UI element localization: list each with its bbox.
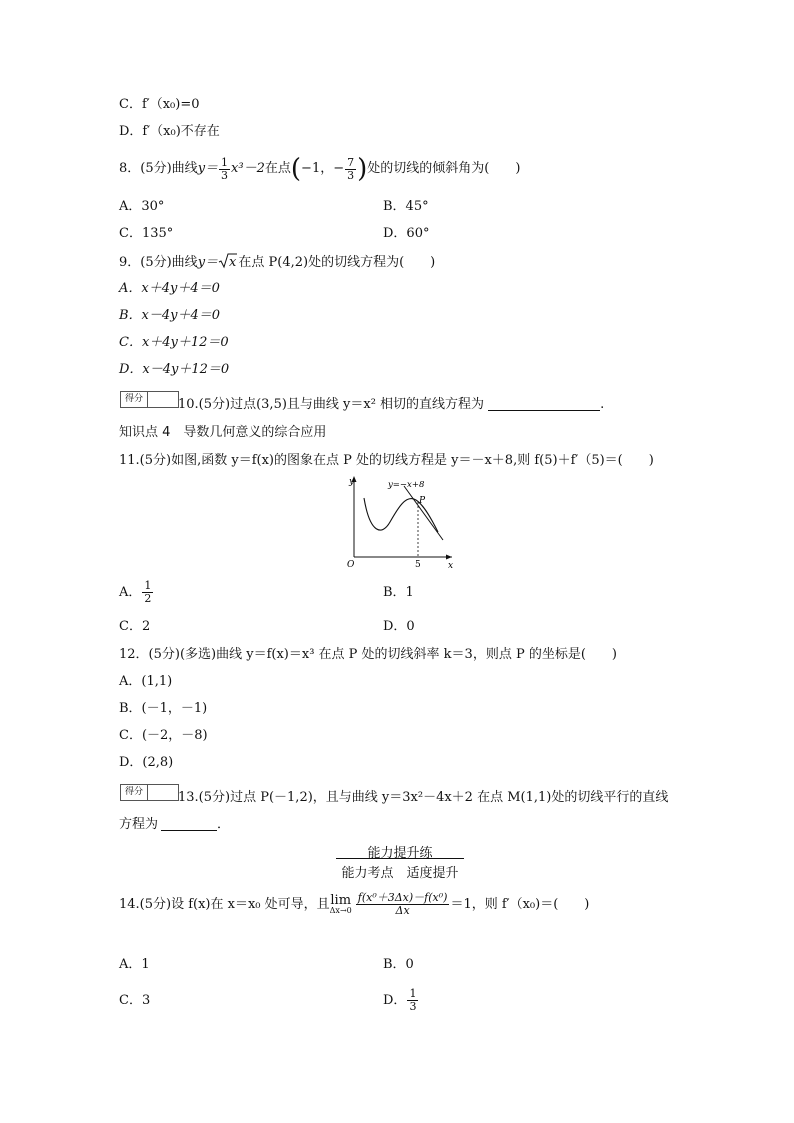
q11-option-b: B．1 [383,585,414,600]
q14-limit [330,894,352,915]
q9-prefix: 9．(5分)曲线 [119,255,198,270]
q13-answer-blank[interactable] [161,830,217,831]
q8-option-b: B．45° [383,199,429,214]
tangent-label: y=−x+8 [388,480,425,490]
q8-eq-y: y＝ [197,161,219,176]
q11-figure [340,472,460,572]
q14-prefix: 14.(5分)设 f(x)在 x＝x₀ 处可导，且 [119,896,330,912]
q9-suffix: 在点 P(4,2)处的切线方程为( ) [238,255,436,270]
section-title: 能力提升练 [367,846,433,861]
q10-score-box [120,391,179,408]
function-curve [364,498,438,532]
q10-answer-blank[interactable] [488,410,600,411]
q14-option-c: C．3 [119,993,151,1008]
q8-option-c: C．135° [119,226,174,241]
q14-option-d [383,982,419,1018]
question-13-line1: 13.(5分)过点 P(－1,2)，且与曲线 y＝3x²－4x＋2 在点 M(1,1)处的切线平行的直线 [178,790,669,805]
q10-score-blank [148,392,178,407]
q8-option-a: A．30° [119,199,165,214]
q14-option-a: A．1 [119,957,150,972]
question-8 [119,151,520,187]
q12-option-b: B．(－1，－1) [119,701,208,716]
q11-option-d: D．0 [383,619,415,634]
q14-option-b: B．0 [383,957,414,972]
section-subtitle: 能力考点 适度提升 [341,866,459,881]
section-divider [336,858,464,859]
q14-lim-sub: Δx→0 [329,905,352,915]
q11-option-a-den: 2 [144,591,152,605]
q14-frac-num: f(x⁰＋3Δx)－f(x⁰) [357,890,448,904]
q12-option-d: D．(2,8) [119,755,174,770]
question-13-line2 [119,818,230,831]
q10-score-label: 得分 [121,392,148,407]
question-12: 12．(5分)(多选)曲线 y＝f(x)＝x³ 在点 P 处的切线斜率 k＝3，则点 P 的坐标是( ) [119,647,617,662]
q8-point-frac-den: 3 [347,168,355,182]
q10-text: 10.(5分)过点(3,5)且与曲线 y＝x² 相切的直线方程为 [178,397,485,412]
question-9 [119,253,435,272]
q14-option-d-den: 3 [409,999,417,1013]
q14-option-d-fraction [407,988,418,1012]
x-axis-arrow [446,555,452,560]
q8-point-frac-num: 7 [347,155,355,169]
x-axis-label: x [448,561,454,571]
tangent-line [404,486,443,540]
q13-score-label: 得分 [121,785,148,800]
q11-option-a [119,574,154,610]
q11-option-a-num: 1 [144,578,152,592]
question-11: 11.(5分)如图,函数 y＝f(x)的图象在点 P 处的切线方程是 y＝－x＋8,则 f(5)＋f′（5)＝( ) [119,453,654,468]
q13-end: ． [217,817,231,832]
q11-option-c: C．2 [119,619,151,634]
q8-prefix: 8．(5分)曲线 [119,161,198,176]
question-10 [178,398,604,411]
q13-score-box [120,784,179,801]
q8-frac-num: 1 [221,155,229,169]
q8-fraction [219,157,230,181]
q9-option-b: B．x－4y＋4＝0 [119,308,221,323]
q13-line2-text: 方程为 [119,817,159,832]
q14-fraction [356,892,450,916]
q8-frac-den: 3 [221,168,229,182]
q14-option-d-prefix: D． [383,992,407,1008]
q8-suffix: 处的切线的倾斜角为( ) [367,161,521,176]
q8-point-fraction [345,157,356,181]
q8-eq-rest: x³－2 [231,161,265,176]
origin-label: O [347,560,355,570]
q7-option-c: C．f′（x₀)=0 [119,97,200,112]
point-p-label: P [419,496,426,506]
q11-option-a-fraction [142,580,153,604]
q8-option-d: D．60° [383,226,430,241]
q14-lim: lim [330,892,352,908]
q9-eq: y＝ [197,255,219,270]
q14-option-d-num: 1 [409,986,417,1000]
q7-option-d: D．f′（x₀)不存在 [119,124,220,139]
tick-label-5: 5 [415,560,421,570]
question-14 [119,884,589,924]
q8-point-open: −1，− [301,161,345,176]
q14-frac-den: Δx [395,903,410,917]
q13-score-blank [148,785,178,800]
q9-option-a: A．x＋4y＋4＝0 [119,281,220,296]
q8-mid: 在点 [264,161,291,176]
q9-radicand: x [229,255,237,270]
knowledge-point-heading: 知识点 4 导数几何意义的综合应用 [119,425,327,440]
q9-option-c: C．x＋4y＋12＝0 [119,335,229,350]
q14-suffix: ＝1，则 f′（x₀)＝( ) [450,896,590,912]
q9-option-d: D．x－4y＋12＝0 [119,362,230,377]
q12-option-a: A．(1,1) [119,674,173,689]
q11-option-a-prefix: A． [119,584,142,600]
q8-close-paren: ) [357,154,368,184]
y-axis-label: y [349,477,355,487]
q8-open-paren: ( [290,154,302,184]
q10-end: . [600,397,605,412]
q12-option-c: C．(－2，－8) [119,728,208,743]
